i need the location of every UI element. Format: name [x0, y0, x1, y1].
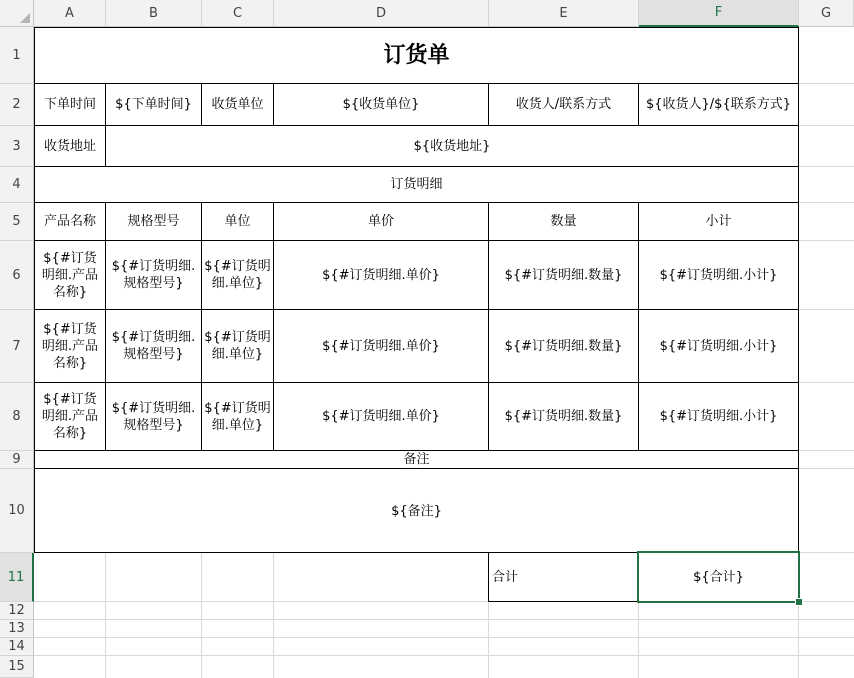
row-header-1[interactable]: 1 — [0, 27, 34, 84]
receiver-label[interactable]: 收货人/联系方式 — [488, 83, 639, 126]
column-header-b[interactable]: B — [106, 0, 202, 27]
header-quantity[interactable]: 数量 — [488, 202, 639, 241]
gridline — [273, 553, 274, 678]
total-value[interactable]: ${合计} — [638, 552, 799, 602]
detail-cell[interactable]: ${#订货明细.规格型号} — [105, 309, 202, 383]
row-header-5[interactable]: 5 — [0, 203, 34, 241]
row-header-2[interactable]: 2 — [0, 84, 34, 126]
gridline — [34, 655, 854, 656]
gridline — [799, 125, 854, 126]
gridline — [799, 382, 854, 383]
column-header-f[interactable]: F — [639, 0, 799, 27]
gridline — [799, 468, 854, 469]
row-header-10[interactable]: 10 — [0, 469, 34, 553]
detail-cell[interactable]: ${#订货明细.规格型号} — [105, 382, 202, 451]
gridline — [488, 602, 489, 678]
header-unit-price[interactable]: 单价 — [273, 202, 489, 241]
column-header-a[interactable]: A — [34, 0, 106, 27]
detail-cell[interactable]: ${#订货明细.单价} — [273, 382, 489, 451]
gridline — [105, 553, 106, 678]
column-header-g[interactable]: G — [799, 0, 854, 27]
row-header-15[interactable]: 15 — [0, 656, 34, 678]
column-header-e[interactable]: E — [489, 0, 639, 27]
detail-cell[interactable]: ${#订货明细.数量} — [488, 382, 639, 451]
row-header-11[interactable]: 11 — [0, 553, 34, 602]
gridline — [638, 602, 639, 678]
detail-cell[interactable]: ${#订货明细.数量} — [488, 309, 639, 383]
gridline — [799, 450, 854, 451]
detail-cell[interactable]: ${#订货明细.产品名称} — [34, 240, 106, 310]
address-label[interactable]: 收货地址 — [34, 125, 106, 167]
gridline — [799, 309, 854, 310]
receiver-value[interactable]: ${收货人}/${联系方式} — [638, 83, 799, 126]
recv-unit-label[interactable]: 收货单位 — [201, 83, 274, 126]
remarks-value[interactable]: ${备注} — [34, 468, 799, 553]
table-border — [34, 552, 489, 553]
header-subtotal[interactable]: 小计 — [638, 202, 799, 241]
detail-cell[interactable]: ${#订货明细.单价} — [273, 309, 489, 383]
detail-cell[interactable]: ${#订货明细.产品名称} — [34, 309, 106, 383]
row-header-4[interactable]: 4 — [0, 167, 34, 203]
detail-cell[interactable]: ${#订货明细.规格型号} — [105, 240, 202, 310]
remarks-label[interactable]: 备注 — [34, 450, 799, 469]
recv-unit-value[interactable]: ${收货单位} — [273, 83, 489, 126]
fill-handle[interactable] — [795, 598, 803, 606]
row-header-12[interactable]: 12 — [0, 602, 34, 620]
detail-cell[interactable]: ${#订货明细.单位} — [201, 240, 274, 310]
column-header-d[interactable]: D — [274, 0, 489, 27]
row-header-9[interactable]: 9 — [0, 451, 34, 469]
detail-cell[interactable]: ${#订货明细.单价} — [273, 240, 489, 310]
header-unit[interactable]: 单位 — [201, 202, 274, 241]
row-header-13[interactable]: 13 — [0, 620, 34, 638]
gridline — [799, 552, 854, 553]
row-header-8[interactable]: 8 — [0, 383, 34, 451]
header-product-name[interactable]: 产品名称 — [34, 202, 106, 241]
address-value[interactable]: ${收货地址} — [105, 125, 799, 167]
row-header-3[interactable]: 3 — [0, 126, 34, 167]
column-header-c[interactable]: C — [202, 0, 274, 27]
gridline — [799, 240, 854, 241]
order-time-label[interactable]: 下单时间 — [34, 83, 106, 126]
detail-cell[interactable]: ${#订货明细.数量} — [488, 240, 639, 310]
gridline — [201, 553, 202, 678]
header-spec-model[interactable]: 规格型号 — [105, 202, 202, 241]
gridline — [34, 619, 854, 620]
order-time-value[interactable]: ${下单时间} — [105, 83, 202, 126]
detail-cell[interactable]: ${#订货明细.小计} — [638, 240, 799, 310]
select-all-corner[interactable] — [0, 0, 34, 27]
detail-cell[interactable]: ${#订货明细.小计} — [638, 309, 799, 383]
row-header-14[interactable]: 14 — [0, 638, 34, 656]
total-label[interactable]: 合计 — [488, 552, 639, 602]
gridline — [799, 202, 854, 203]
detail-cell[interactable]: ${#订货明细.单位} — [201, 382, 274, 451]
gridline — [799, 83, 854, 84]
detail-cell[interactable]: ${#订货明细.产品名称} — [34, 382, 106, 451]
detail-cell[interactable]: ${#订货明细.单位} — [201, 309, 274, 383]
detail-cell[interactable]: ${#订货明细.小计} — [638, 382, 799, 451]
details-header[interactable]: 订货明细 — [34, 166, 799, 203]
row-header-7[interactable]: 7 — [0, 310, 34, 383]
gridline — [799, 166, 854, 167]
gridline — [34, 637, 854, 638]
sheet-title[interactable]: 订货单 — [34, 27, 799, 84]
row-header-6[interactable]: 6 — [0, 241, 34, 310]
